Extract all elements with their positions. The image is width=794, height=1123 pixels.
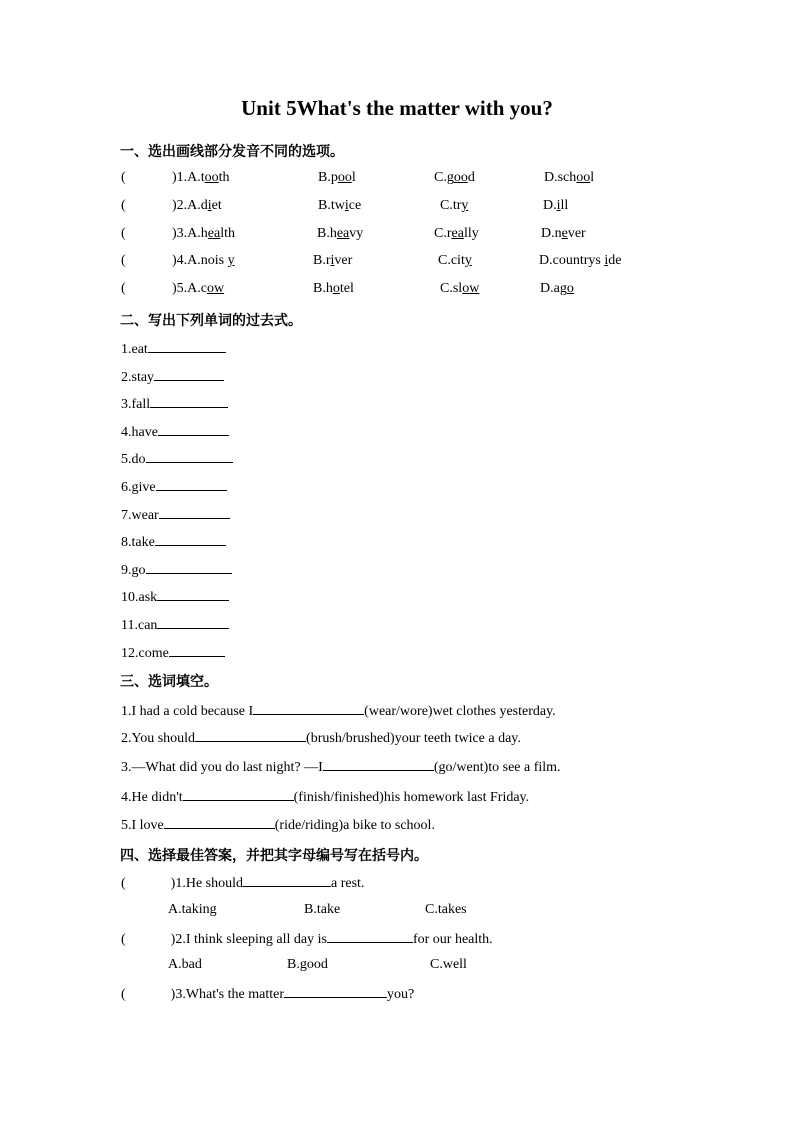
past-tense-item bbox=[121, 395, 228, 413]
answer-blank[interactable] bbox=[327, 930, 413, 943]
pronunciation-row bbox=[0, 253, 794, 273]
section-1-heading: 一、选出画线部分发音不同的选项。 bbox=[120, 144, 344, 160]
word-label: 2.stay bbox=[121, 369, 155, 385]
answer-blank[interactable] bbox=[150, 395, 228, 408]
sentence-end: (wear/wore)wet clothes yesterday. bbox=[364, 704, 556, 719]
option-a: )3.A.health bbox=[172, 226, 235, 241]
question-text: )3.What's the matter bbox=[170, 987, 284, 1002]
answer-blank[interactable] bbox=[154, 368, 224, 381]
answer-paren: ( bbox=[121, 987, 126, 1002]
question-text-end: for our health. bbox=[412, 932, 493, 947]
word-label: 4.have bbox=[121, 424, 158, 440]
option-c: C.city bbox=[438, 253, 472, 268]
answer-paren: ( bbox=[121, 932, 126, 947]
option-d: D.ill bbox=[543, 198, 569, 213]
fill-in-item bbox=[121, 729, 521, 747]
option-d: D.never bbox=[541, 226, 586, 241]
answer-blank[interactable] bbox=[169, 644, 225, 657]
sentence-start: 2.You should bbox=[121, 731, 196, 746]
option-a: )1.A.tooth bbox=[172, 170, 230, 185]
sentence-end: (go/went)to see a film. bbox=[433, 760, 561, 775]
answer-blank[interactable] bbox=[155, 533, 226, 546]
answer-paren[interactable]: ( bbox=[121, 198, 126, 213]
option-c: C.slow bbox=[440, 281, 480, 296]
answer-paren[interactable]: ( bbox=[121, 226, 126, 241]
option-b: B.good bbox=[287, 957, 328, 972]
answer-blank[interactable] bbox=[195, 729, 306, 742]
sentence-end: (ride/riding)a bike to school. bbox=[274, 818, 435, 833]
option-d: D.ago bbox=[540, 281, 574, 296]
word-label: 9.go bbox=[121, 562, 146, 578]
question-text-end: a rest. bbox=[331, 876, 365, 891]
section-3-heading: 三、选词填空。 bbox=[120, 674, 218, 690]
option-a: )2.A.diet bbox=[172, 198, 222, 213]
option-b: B.hotel bbox=[313, 281, 354, 296]
pronunciation-row bbox=[0, 198, 794, 218]
answer-paren[interactable]: ( bbox=[121, 281, 126, 296]
option-a: )5.A.cow bbox=[172, 281, 225, 296]
answer-paren[interactable]: ( bbox=[121, 253, 126, 268]
section-2-heading: 二、写出下列单词的过去式。 bbox=[120, 313, 302, 329]
past-tense-item bbox=[121, 368, 224, 386]
sentence-start: 3.—What did you do last night? —I bbox=[121, 760, 323, 775]
pronunciation-row bbox=[0, 226, 794, 246]
answer-paren: ( bbox=[121, 876, 126, 891]
question-text: )1.He should bbox=[170, 876, 243, 891]
choice-question-2 bbox=[121, 930, 493, 948]
word-label: 11.can bbox=[121, 618, 158, 633]
option-c: C.well bbox=[430, 957, 467, 972]
sentence-start: 1.I had a cold because I bbox=[121, 704, 254, 719]
answer-blank[interactable] bbox=[243, 874, 331, 887]
past-tense-item bbox=[121, 423, 229, 441]
answer-blank[interactable] bbox=[253, 702, 364, 715]
answer-blank[interactable] bbox=[156, 478, 227, 491]
answer-blank[interactable] bbox=[157, 616, 229, 629]
answer-blank[interactable] bbox=[284, 985, 387, 998]
word-label: 6.give bbox=[121, 480, 156, 495]
page-title: Unit 5What's the matter with you? bbox=[241, 96, 553, 120]
fill-in-item bbox=[121, 702, 556, 720]
answer-blank[interactable] bbox=[164, 816, 275, 829]
option-a: )4.A.nois y bbox=[172, 253, 235, 268]
answer-blank[interactable] bbox=[159, 506, 230, 519]
past-tense-item bbox=[121, 588, 229, 606]
word-label: 5.do bbox=[121, 452, 146, 468]
question-text-end: you? bbox=[386, 987, 415, 1002]
option-b: B.twice bbox=[318, 198, 362, 213]
past-tense-item bbox=[121, 506, 230, 524]
option-a: A.bad bbox=[168, 957, 202, 972]
option-b: B.take bbox=[304, 902, 341, 917]
fill-in-item bbox=[121, 816, 435, 834]
past-tense-item bbox=[121, 561, 232, 579]
word-label: 1.eat bbox=[121, 342, 148, 357]
word-label: 12.come bbox=[121, 645, 169, 661]
sentence-end: (brush/brushed)your teeth twice a day. bbox=[306, 731, 521, 746]
pronunciation-row bbox=[0, 281, 794, 301]
answer-paren[interactable]: ( bbox=[121, 170, 126, 185]
word-label: 8.take bbox=[121, 535, 155, 551]
option-c: C.good bbox=[434, 170, 475, 185]
option-b: B.heavy bbox=[317, 226, 364, 241]
word-label: 10.ask bbox=[121, 590, 158, 606]
sentence-start: 5.I love bbox=[121, 818, 164, 833]
past-tense-item bbox=[121, 533, 226, 551]
option-a: A.taking bbox=[168, 902, 217, 917]
answer-blank[interactable] bbox=[158, 423, 229, 436]
past-tense-item bbox=[121, 478, 227, 496]
answer-blank[interactable] bbox=[183, 788, 294, 801]
option-d: D.school bbox=[544, 170, 595, 185]
answer-blank[interactable] bbox=[323, 758, 434, 771]
option-c: C.takes bbox=[425, 902, 467, 917]
past-tense-item bbox=[121, 644, 225, 662]
past-tense-item bbox=[121, 616, 229, 634]
option-b: B.river bbox=[313, 253, 353, 268]
option-c: C.try bbox=[440, 198, 469, 213]
past-tense-item bbox=[121, 450, 233, 468]
fill-in-item bbox=[121, 758, 561, 776]
option-c: C.really bbox=[434, 226, 479, 241]
answer-blank[interactable] bbox=[157, 588, 229, 601]
answer-blank[interactable] bbox=[146, 561, 232, 574]
answer-blank[interactable] bbox=[148, 340, 226, 353]
sentence-end: (finish/finished)his homework last Friday. bbox=[293, 790, 530, 805]
section-4-heading: 四、选择最佳答案，并把其字母编号写在括号内。 bbox=[120, 848, 428, 864]
answer-blank[interactable] bbox=[146, 450, 233, 463]
word-label: 7.wear bbox=[121, 507, 159, 523]
past-tense-item bbox=[121, 340, 226, 358]
option-d: D.countrys ide bbox=[539, 253, 622, 268]
fill-in-item bbox=[121, 788, 529, 806]
choice-question-1 bbox=[121, 874, 364, 892]
question-text: )2.I think sleeping all day is bbox=[170, 932, 327, 947]
word-label: 3.fall bbox=[121, 397, 151, 413]
sentence-start: 4.He didn't bbox=[121, 790, 183, 805]
choice-question-3 bbox=[121, 985, 414, 1003]
option-b: B.pool bbox=[318, 170, 356, 185]
pronunciation-row bbox=[0, 170, 794, 190]
